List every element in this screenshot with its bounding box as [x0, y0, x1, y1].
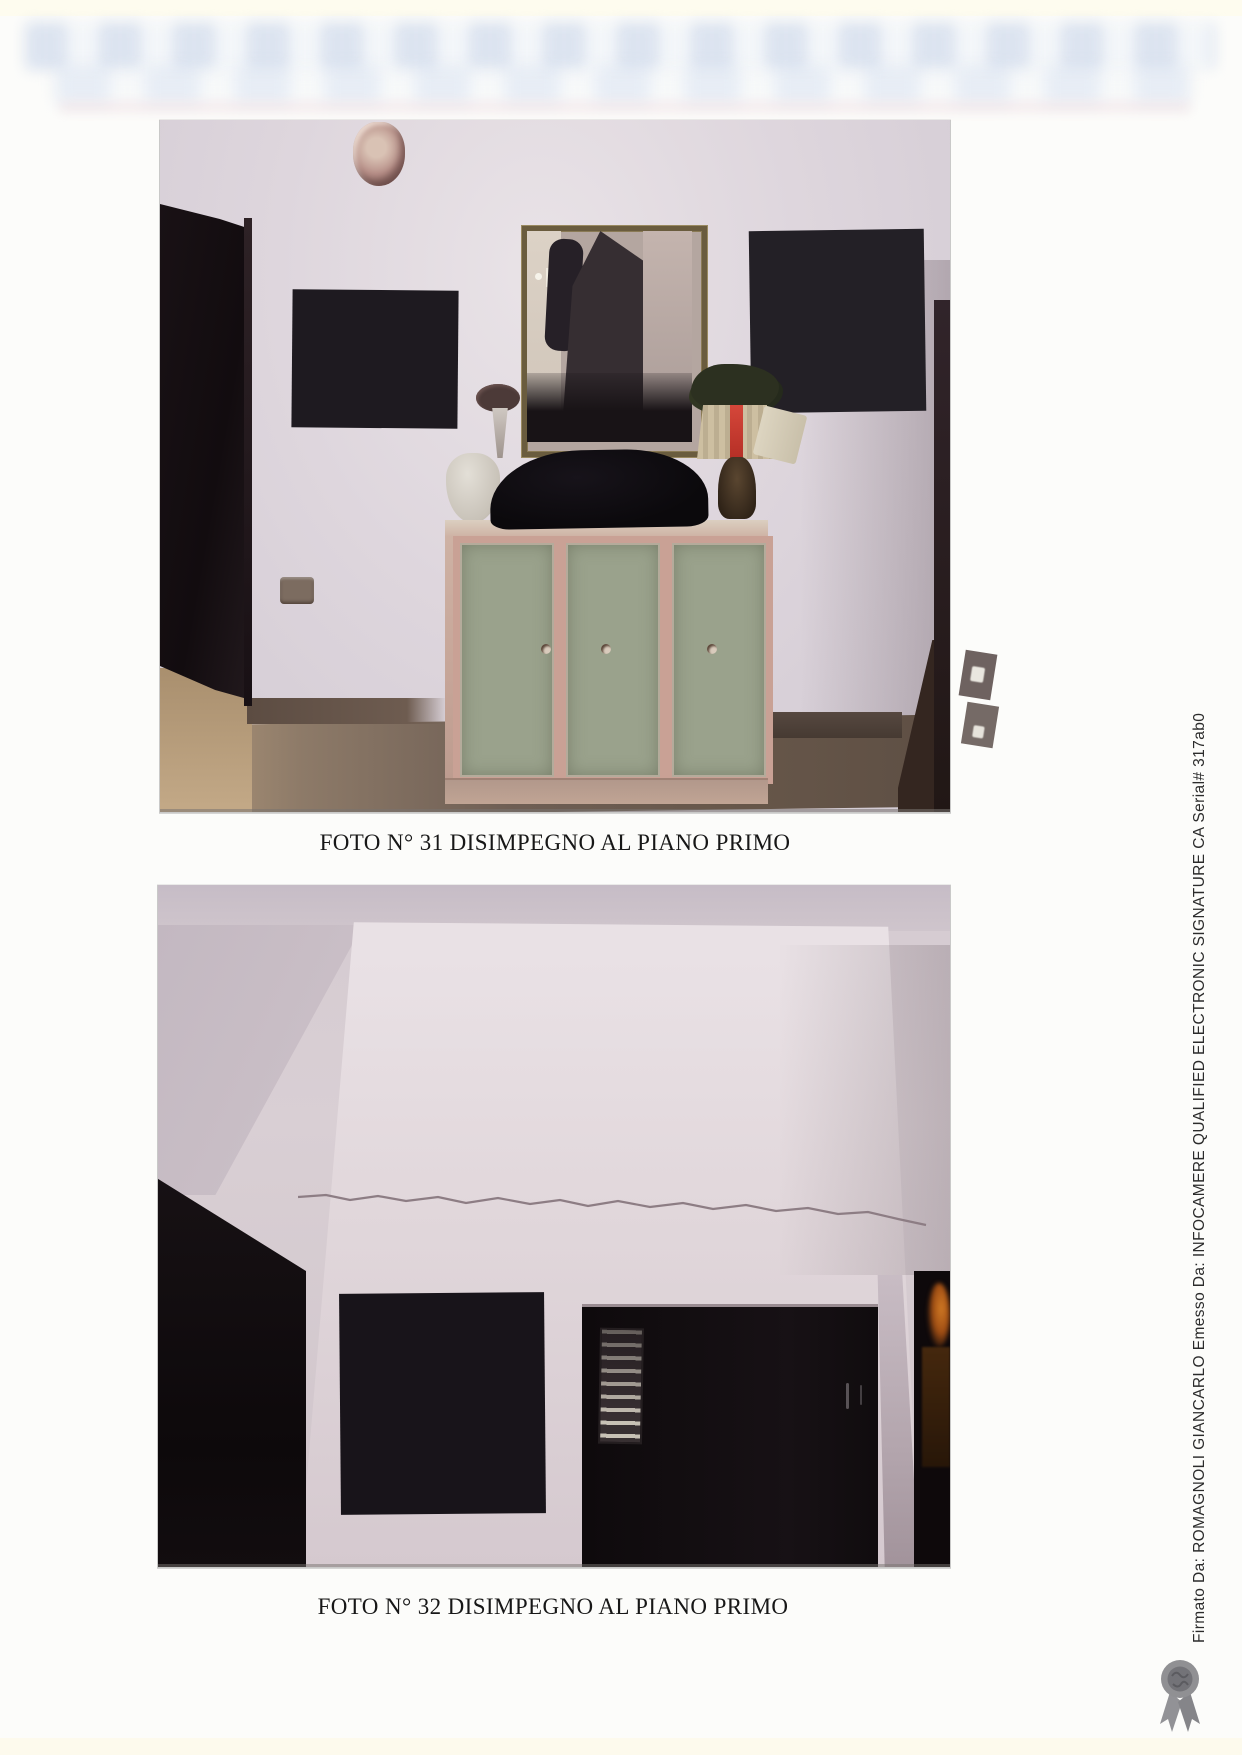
sideboard-plinth	[445, 778, 768, 804]
wood-paneling-glimpse	[922, 1347, 950, 1467]
caption-photo-32: FOTO N° 32 DISIMPEGNO AL PIANO PRIMO	[317, 1594, 789, 1619]
bleedthrough-text-band-3	[60, 101, 1190, 113]
photo-32-hallway	[158, 885, 950, 1567]
lamp-base	[718, 457, 756, 519]
bleedthrough-text-band-1	[25, 22, 1215, 70]
door-knob	[541, 644, 551, 654]
vent-shading	[600, 1330, 642, 1443]
louvered-vent	[598, 1328, 644, 1445]
door-frame-edge	[244, 218, 252, 706]
photo-31-hallway	[160, 120, 950, 812]
sideboard-door-left	[453, 536, 561, 784]
wall-crack	[298, 1181, 928, 1243]
mirror-highlight-dot	[535, 273, 542, 280]
wall-mirror	[522, 226, 707, 457]
door-knob	[707, 644, 717, 654]
cream-sideboard	[445, 520, 768, 802]
warm-lamp-glow	[928, 1283, 950, 1347]
scan-tint-bottom	[0, 1738, 1242, 1755]
mounting-tab-lower	[961, 702, 999, 748]
signature-seal-ribbon-icon	[1153, 1656, 1207, 1736]
scan-tint-top	[0, 0, 1242, 16]
mirror-bottom-shadow	[527, 373, 692, 442]
sideboard-door-middle	[559, 536, 667, 784]
red-candle	[730, 405, 743, 459]
ceramic-wall-ornament	[353, 122, 405, 186]
photo-bottom-edge	[160, 809, 950, 812]
redacted-rectangle-left	[291, 289, 458, 428]
door-handle-glint	[846, 1383, 849, 1409]
redacted-rectangle	[339, 1292, 546, 1515]
dark-flower-cluster	[476, 384, 520, 412]
right-door-frame	[934, 300, 950, 812]
caption-photo-31: FOTO N° 31 DISIMPEGNO AL PIANO PRIMO	[319, 830, 791, 855]
bleedthrough-text-band-2	[55, 66, 1190, 104]
baseboard-left	[247, 698, 447, 724]
photo-bottom-edge	[158, 1564, 950, 1567]
door-edge-glint	[860, 1385, 862, 1405]
light-switch	[280, 577, 314, 604]
mounting-tab-upper	[959, 650, 998, 700]
baseboard-right	[766, 712, 902, 738]
door-knob	[601, 644, 611, 654]
digital-signature-sidebar-text: Firmato Da: ROMAGNOLI GIANCARLO Emesso Da: INFOCAMERE QUALIFIED ELECTRONIC SIGNATURE CA Serial# 317ab0	[1191, 712, 1208, 1643]
sideboard-door-right	[665, 536, 773, 784]
